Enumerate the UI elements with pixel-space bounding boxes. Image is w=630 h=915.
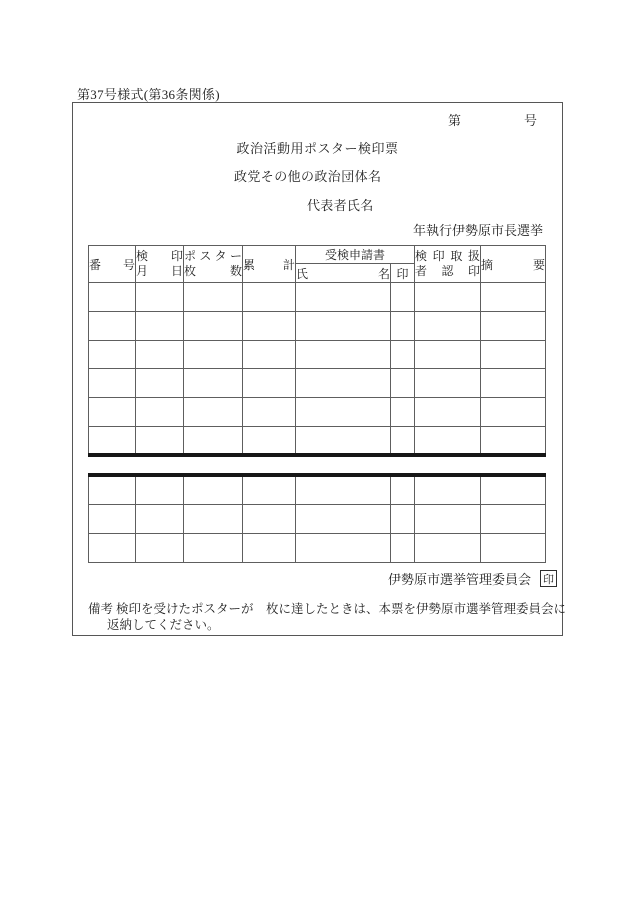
form-number-label: 第37号様式(第36条関係) [77, 87, 220, 102]
table-cell [243, 340, 296, 369]
table-cell [391, 504, 415, 533]
remarks-text [107, 601, 567, 633]
col-header-poster-line1: ポスター [184, 249, 242, 263]
table-cell [296, 398, 391, 427]
table-cell [296, 340, 391, 369]
table-cell [391, 283, 415, 312]
table-cell [481, 283, 546, 312]
table-cell [481, 426, 546, 455]
table-cell [296, 311, 391, 340]
col-header-handler-line1: 検印取扱 [415, 249, 480, 263]
table-cell [415, 283, 481, 312]
document-number-prefix: 第 [448, 113, 462, 128]
table-cell [243, 533, 296, 562]
table-cell [296, 426, 391, 455]
table-cell [296, 283, 391, 312]
table1-body [89, 283, 546, 456]
table-cell [296, 533, 391, 562]
table-row [89, 426, 546, 455]
col-header-cumulative-total: 累計 [243, 246, 296, 283]
remarks-label: 備考 [88, 602, 114, 616]
table-cell [89, 283, 136, 312]
table-cell [391, 398, 415, 427]
table-cell [89, 533, 136, 562]
table-cell [136, 504, 184, 533]
col-header-remarks: 摘要 [481, 246, 546, 283]
table-cell [184, 426, 243, 455]
table-cell [184, 475, 243, 504]
representative-name-label: 代表者氏名 [307, 198, 374, 213]
committee-name: 伊勢原市選挙管理委員会 [387, 572, 531, 587]
table-cell [415, 340, 481, 369]
table-cell [243, 475, 296, 504]
table-row [89, 475, 546, 504]
table-cell [481, 475, 546, 504]
table-cell [89, 475, 136, 504]
remarks-text-line1: 検印を受けたポスターが 枚に達したときは、本票を伊勢原市選挙管理委員会に [116, 602, 567, 616]
table-cell [415, 398, 481, 427]
table-cell [184, 283, 243, 312]
table-cell [481, 533, 546, 562]
table-cell [184, 340, 243, 369]
form-outer-box [72, 102, 567, 636]
table-row [89, 398, 546, 427]
table-cell [184, 398, 243, 427]
col-header-seal-date [136, 246, 184, 283]
poster-seal-table-main [88, 245, 546, 457]
table-cell [415, 369, 481, 398]
table-cell [391, 340, 415, 369]
table-cell [391, 311, 415, 340]
table-row [89, 340, 546, 369]
table-header [89, 246, 546, 283]
table-cell [481, 369, 546, 398]
table-cell [296, 504, 391, 533]
table-cell [481, 504, 546, 533]
table-cell [391, 426, 415, 455]
table-cell [136, 369, 184, 398]
table-row [89, 311, 546, 340]
table-cell [415, 504, 481, 533]
table-cell [481, 311, 546, 340]
table-cell [243, 504, 296, 533]
table-cell [89, 504, 136, 533]
remarks-note [88, 601, 566, 633]
col-header-seal-date-line2: 月日 [136, 264, 183, 278]
committee-seal-box: 印 [540, 570, 557, 587]
table-cell [136, 283, 184, 312]
table-cell [296, 369, 391, 398]
col-header-number: 番号 [89, 246, 136, 283]
election-name-label: 年執行伊勢原市長選挙 [412, 223, 543, 238]
table-cell [481, 398, 546, 427]
table-cell [243, 311, 296, 340]
table-cell [136, 311, 184, 340]
table-cell [243, 398, 296, 427]
table-row [89, 369, 546, 398]
col-header-applicant-name: 氏名 [296, 264, 391, 283]
table-cell [391, 533, 415, 562]
table-cell [89, 340, 136, 369]
table-cell [136, 475, 184, 504]
col-header-poster-line2: 枚数 [184, 264, 242, 278]
committee-signature-line [388, 569, 557, 588]
table-cell [184, 311, 243, 340]
table-cell [89, 398, 136, 427]
col-header-handler-line2: 者認印 [415, 264, 480, 278]
political-org-name-label: 政党その他の政治団体名 [234, 169, 382, 184]
table-cell [481, 340, 546, 369]
poster-seal-table-continuation [88, 473, 546, 563]
table-cell [415, 475, 481, 504]
table-cell [243, 283, 296, 312]
page-title: 政治活動用ポスター検印票 [236, 141, 399, 156]
remarks-text-line2: 返納してください。 [107, 618, 220, 632]
table-cell [89, 426, 136, 455]
table-cell [243, 369, 296, 398]
table-row [89, 283, 546, 312]
document-number-suffix: 号 [523, 113, 537, 128]
table-cell [184, 533, 243, 562]
table-cell [415, 426, 481, 455]
table-cell [184, 504, 243, 533]
col-header-seal-date-line1: 検印 [136, 249, 183, 263]
table-cell [243, 426, 296, 455]
table-cell [184, 369, 243, 398]
document-number-line [448, 110, 537, 129]
col-header-applicant-seal: 印 [391, 264, 415, 283]
table-cell [136, 426, 184, 455]
table-cell [89, 311, 136, 340]
table-cell [391, 475, 415, 504]
table-cell [415, 533, 481, 562]
col-header-handler-seal [415, 246, 481, 283]
table-row [89, 533, 546, 562]
table2-body [89, 475, 546, 562]
table-cell [415, 311, 481, 340]
table-row [89, 504, 546, 533]
col-header-poster-count [184, 246, 243, 283]
table-cell [136, 533, 184, 562]
table-cell [89, 369, 136, 398]
table-cell [296, 475, 391, 504]
col-header-application: 受検申請書 [296, 246, 415, 264]
table-cell [136, 340, 184, 369]
table-cell [391, 369, 415, 398]
table-cell [136, 398, 184, 427]
